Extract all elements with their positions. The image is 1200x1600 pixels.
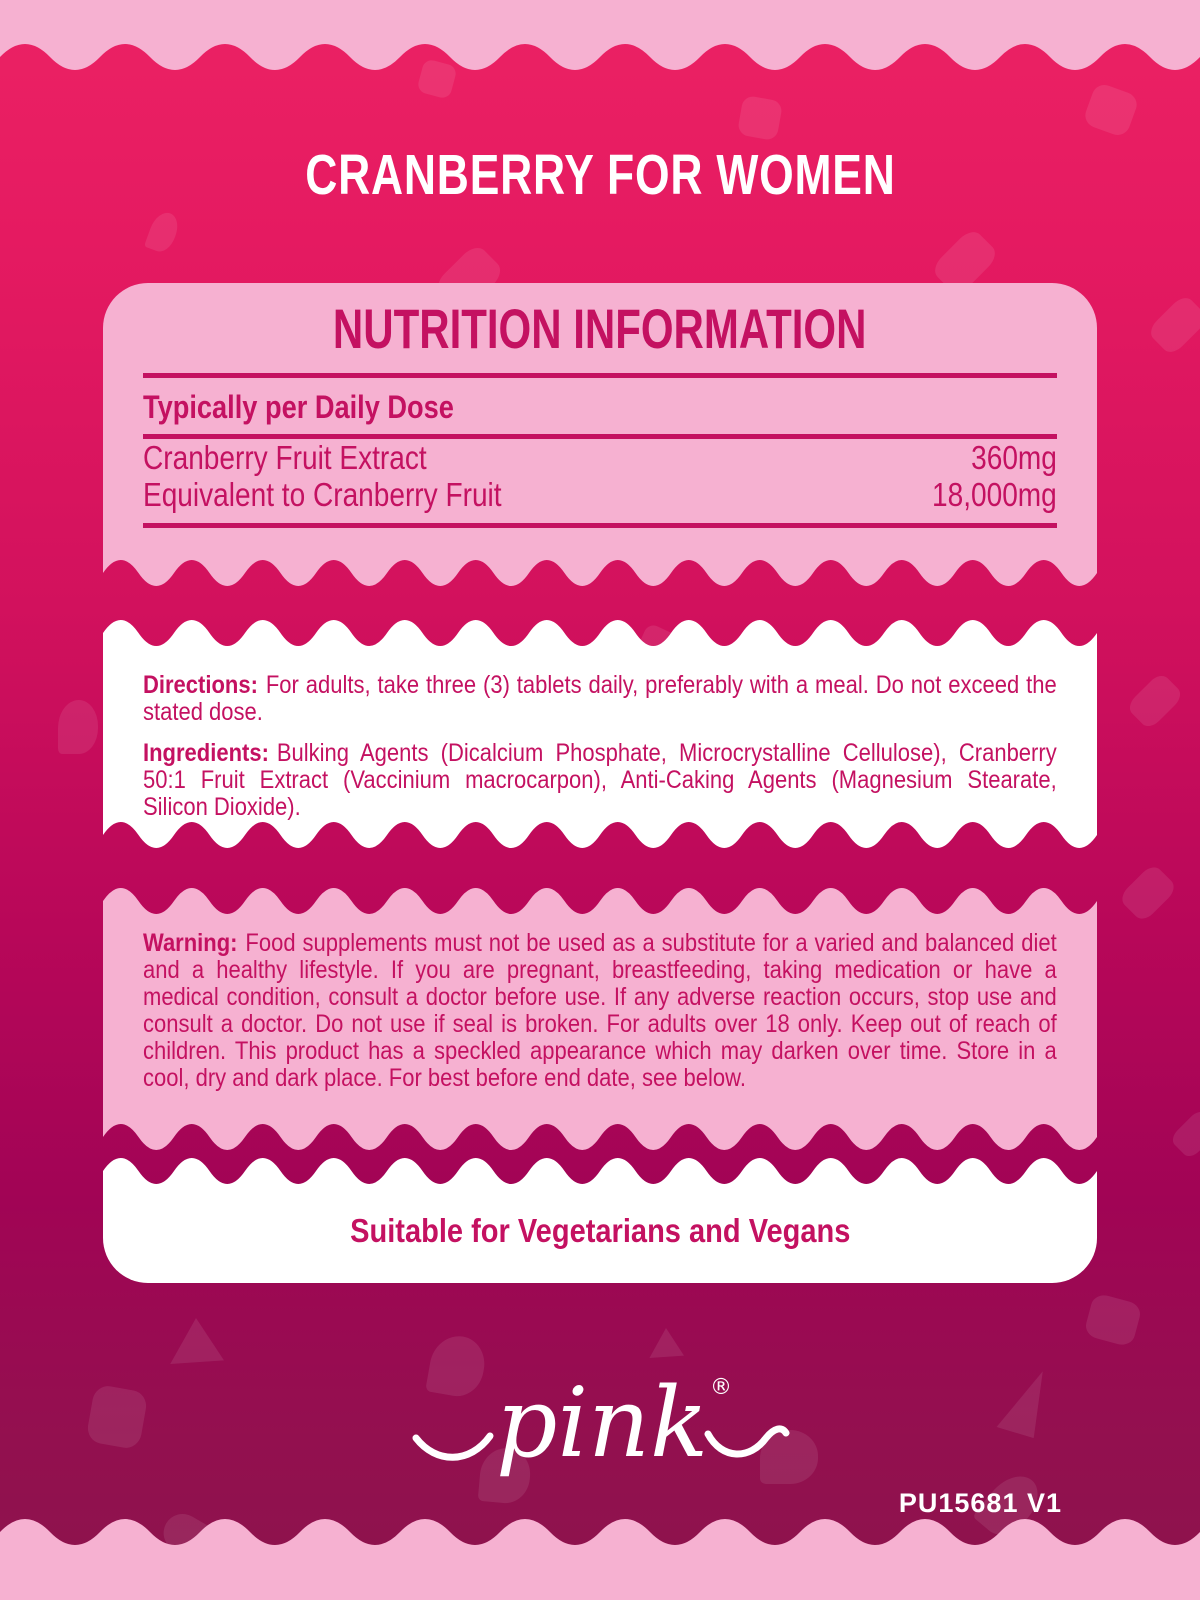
divider [143,523,1057,528]
logo-left-swash [416,1436,490,1457]
directions-panel-wave-bottom [103,822,1097,848]
warning-panel-wave-top [103,888,1097,914]
nutrition-panel [103,283,1097,560]
suitability-panel [103,1184,1097,1283]
suitability-panel-wave-top [103,1158,1097,1184]
brand-logo [410,1338,790,1488]
warning-paragraph [143,930,1057,1092]
bottom-band-wave [0,1519,1200,1545]
directions-paragraph [143,672,1057,726]
top-band-wave [0,44,1200,70]
top-band [0,0,1200,44]
warning-label: Warning: [143,929,238,957]
directions-panel [103,646,1097,822]
nutrition-subheading: Typically per Daily Dose [143,389,454,425]
warning-text: Food supplements must not be used as a substitute for a varied and balanced diet and a healthy lifestyle. If you are pregnant, breastfeeding, taking medication or have a medical condition, consult a doctor before use. If any adverse reaction occurs, stop use and consult a doctor. Do not use if seal is broken. For adults over 18 only. Keep out of reach of children. This product has a speckled appearance which may darken over time. Store in a cool, dry and dark place. For best before end date, see below. [143,929,1057,1092]
table-row [143,439,1057,476]
nutrient-value: 18,000mg [932,476,1057,513]
nutrient-name: Equivalent to Cranberry Fruit [143,476,502,513]
ingredients-text: Bulking Agents (Dicalcium Phosphate, Microcrystalline Cellulose), Cranberry 50:1 Fruit Extract (Vaccinium macrocarpon), Anti-Caking Agents (Magnesium Stearate, Silicon Dioxide). [143,739,1057,821]
directions-panel-wave-top [103,620,1097,646]
ingredients-label: Ingredients: [143,739,269,767]
table-row [143,476,1057,513]
nutrition-panel-wave [103,560,1097,586]
brand-wordmark: pink [496,1367,709,1479]
warning-panel [103,914,1097,1124]
logo-right-swash [708,1429,786,1454]
ingredients-paragraph [143,740,1057,821]
divider [143,373,1057,378]
directions-label: Directions: [143,671,258,699]
nutrition-heading: NUTRITION INFORMATION [333,297,867,360]
registered-trademark-icon: ® [710,1375,732,1400]
suitability-text: Suitable for Vegetarians and Vegans [349,1212,851,1249]
bottom-band [0,1545,1200,1600]
warning-panel-wave-bottom [103,1124,1097,1150]
page-title-text: CRANBERRY FOR WOMEN [304,143,896,207]
nutrient-value: 360mg [971,439,1057,476]
nutrient-name: Cranberry Fruit Extract [143,439,427,476]
directions-text: For adults, take three (3) tablets daily, preferably with a meal. Do not exceed the stated dose. [143,671,1057,726]
page-title [0,142,1200,208]
product-code: PU15681 V1 [898,1488,1062,1518]
